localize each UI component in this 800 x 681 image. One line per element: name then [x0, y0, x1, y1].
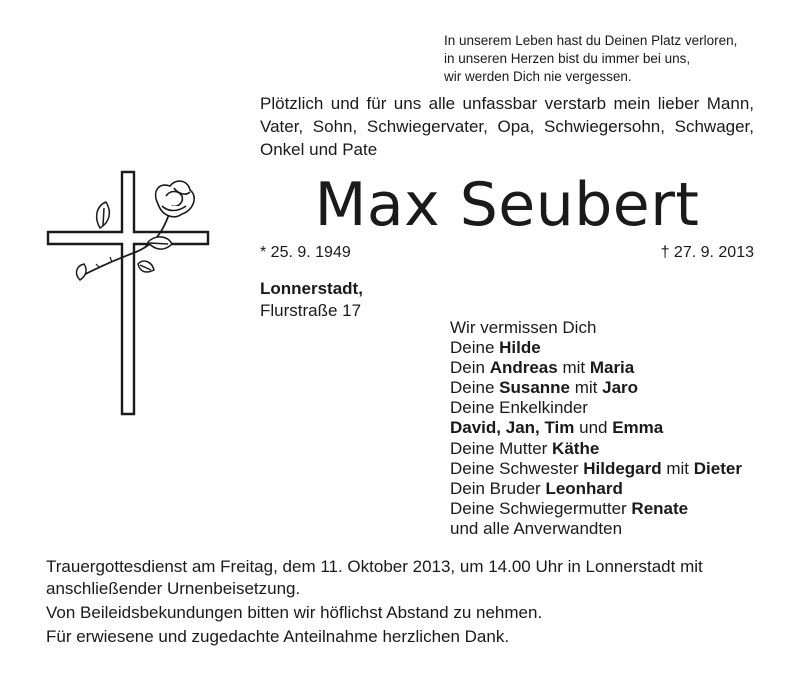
address-block	[260, 278, 363, 322]
funeral-information	[46, 556, 766, 648]
mourner-line	[450, 318, 780, 338]
mourner-name: Hilde	[499, 338, 541, 358]
mourner-name: Maria	[589, 358, 635, 378]
mourner-relation: mit	[661, 458, 694, 478]
mourner-name: Renate	[631, 498, 689, 518]
life-dates	[260, 242, 754, 264]
mourner-relation: Wir vermissen Dich	[450, 318, 597, 337]
mourner-name: Hildegard	[583, 458, 662, 478]
mourner-relation: Deine	[450, 338, 500, 358]
mourner-name: Susanne	[499, 378, 570, 398]
mourners-list	[450, 318, 780, 539]
mourner-relation: Dein	[450, 358, 490, 378]
mourner-name: Leonhard	[545, 478, 623, 498]
mourner-relation: und	[574, 418, 613, 438]
mourner-line	[450, 519, 780, 539]
condolence-request: Von Beileidsbekundungen bitten wir höflichst Abstand zu nehmen.	[46, 603, 543, 622]
mourner-relation: mit	[570, 378, 603, 398]
mourner-line	[450, 418, 780, 438]
mourner-line	[450, 358, 780, 378]
mourner-line	[450, 338, 780, 358]
mourner-relation: Deine Schwester	[450, 458, 584, 478]
mourner-line	[450, 378, 780, 398]
mourner-name: David, Jan, Tim	[450, 418, 575, 438]
mourner-relation: Deine Mutter	[450, 438, 553, 458]
mourner-line	[450, 398, 780, 418]
memorial-poem	[444, 32, 774, 86]
mourner-relation: Deine Enkelkinder	[450, 398, 588, 418]
mourner-line	[450, 479, 780, 499]
mourner-name: Dieter	[693, 458, 742, 478]
address-city: Lonnerstadt,	[260, 279, 363, 298]
mourner-line	[450, 499, 780, 519]
mourner-line	[450, 459, 780, 479]
poem-line: In unserem Leben hast du Deinen Platz verloren,	[444, 33, 738, 48]
mourner-relation: und alle Anverwandten	[450, 518, 623, 538]
poem-line: wir werden Dich nie vergessen.	[444, 69, 632, 84]
mourner-relation: Dein Bruder	[450, 478, 546, 498]
deceased-name: Max Seubert	[314, 170, 700, 240]
poem-line: in unseren Herzen bist du immer bei uns,	[444, 51, 691, 66]
thanks-note: Für erwiesene und zugedachte Anteilnahme herzlichen Dank.	[46, 627, 510, 646]
birth-date: * 25. 9. 1949	[260, 244, 351, 261]
mourner-name: Andreas	[489, 358, 558, 378]
mourner-name: Jaro	[602, 378, 639, 398]
death-announcement-text: Plötzlich und für uns alle unfassbar verstarb mein lieber Mann, Vater, Sohn, Schwiegervater, Opa, Schwiegersohn, Schwager, Onkel und Pate	[260, 94, 754, 159]
mourner-name: Käthe	[552, 438, 600, 458]
mourner-line	[450, 439, 780, 459]
mourner-relation: Deine Schwiegermutter	[450, 498, 632, 518]
mourner-name: Emma	[612, 418, 664, 438]
service-announcement: Trauergottesdienst am Freitag, dem 11. Oktober 2013, um 14.00 Uhr in Lonnerstadt mit anschließender Urnenbeisetzung.	[46, 557, 703, 598]
cross-with-rose-icon	[40, 166, 215, 421]
mourner-relation: Deine	[450, 378, 500, 398]
death-date: † 27. 9. 2013	[660, 244, 754, 261]
mourner-relation: mit	[557, 358, 590, 378]
address-street: Flurstraße 17	[260, 301, 362, 320]
